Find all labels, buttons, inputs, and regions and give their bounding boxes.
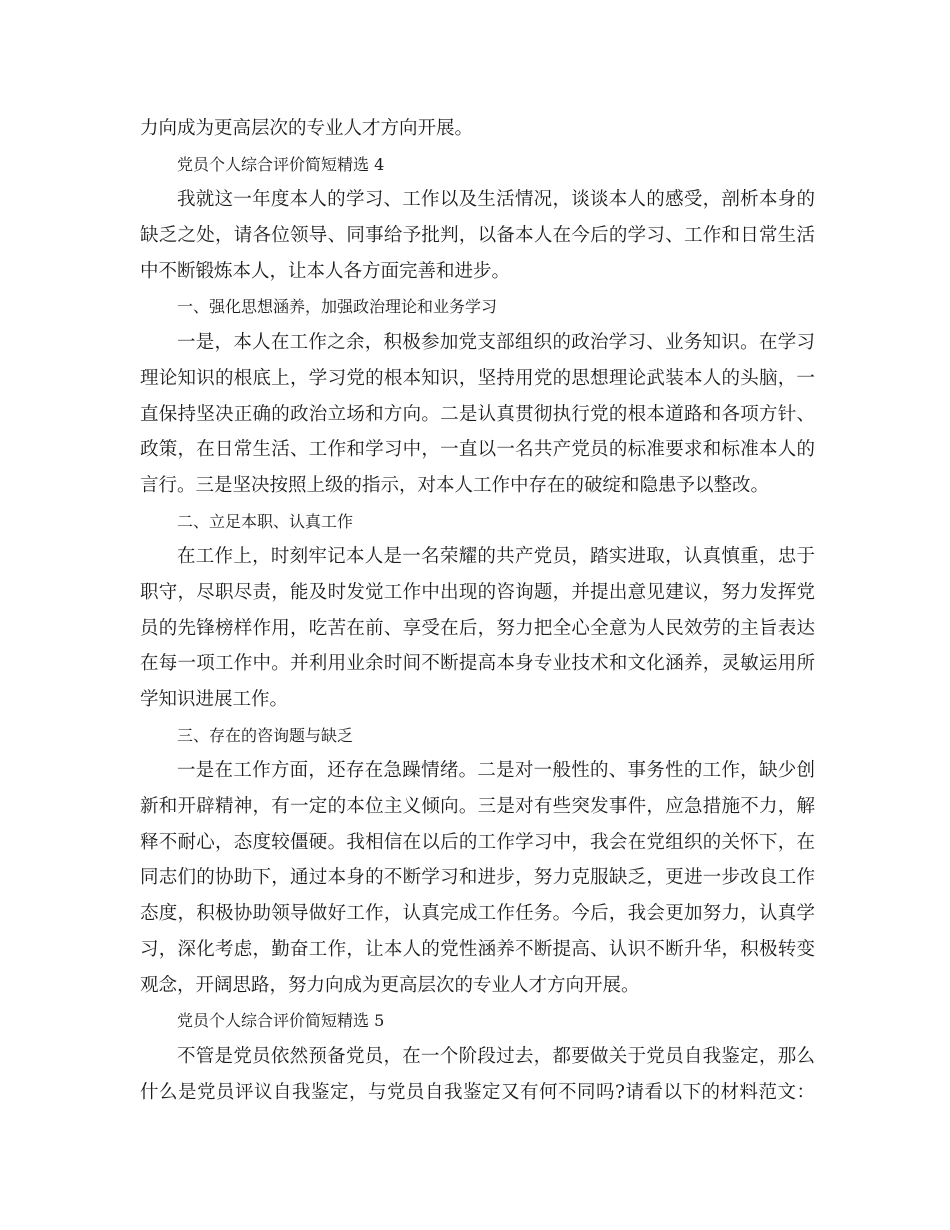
section-heading: 党员个人综合评价简短精选 4 — [177, 154, 385, 174]
document-body — [140, 111, 815, 1110]
text-line: 什么是党员评议自我鉴定，与党员自我鉴定又有何不同吗?请看以下的材料范文： — [140, 1081, 815, 1103]
text-line: 新和开辟精神，有一定的本位主义倾向。三是对有些突发事件，应急措施不力，解 — [140, 796, 815, 818]
text-line: 职守，尽职尽责，能及时发觉工作中出现的咨询题，并提出意见建议，努力发挥党 — [140, 581, 815, 603]
text-line: 直保持坚决正确的政治立场和方向。二是认真贯彻执行党的根本道路和各项方针、 — [140, 403, 815, 425]
text-line: 在工作上，时刻牢记本人是一名荣耀的共产党员，踏实进取，认真慎重，忠于 — [177, 546, 815, 568]
text-line: 缺乏之处，请各位领导、同事给予批判，以备本人在今后的学习、工作和日常生活 — [140, 225, 815, 247]
text-line: 政策，在日常生活、工作和学习中，一直以一名共产党员的标准要求和标准本人的 — [140, 439, 815, 461]
text-line: 在每一项工作中。并利用业余时间不断提高本身专业技术和文化涵养，灵敏运用所 — [140, 653, 815, 675]
section-heading: 三、存在的咨询题与缺乏 — [177, 725, 354, 745]
text-line: 理论知识的根底上，学习党的根本知识，坚持用党的思想理论武装本人的头脑，一 — [140, 367, 815, 389]
section-heading: 二、立足本职、认真工作 — [177, 511, 354, 531]
text-line: 言行。三是坚决按照上级的指示，对本人工作中存在的破绽和隐患予以整改。 — [140, 474, 770, 496]
section-heading: 党员个人综合评价简短精选 5 — [177, 1011, 385, 1031]
text-line: 我就这一年度本人的学习、工作以及生活情况，谈谈本人的感受，剖析本身的 — [177, 189, 815, 211]
section-heading: 一、强化思想涵养，加强政治理论和业务学习 — [177, 297, 498, 317]
text-line: 力向成为更高层次的专业人才方向开展。 — [140, 118, 474, 139]
text-line: 员的先锋榜样作用，吃苦在前、享受在后，努力把全心全意为人民效劳的主旨表达 — [140, 617, 815, 639]
text-line: 观念，开阔思路，努力向成为更高层次的专业人才方向开展。 — [140, 974, 640, 996]
text-line: 中不断锻炼本人，让本人各方面完善和进步。 — [140, 260, 511, 282]
text-line: 习，深化考虑，勤奋工作，让本人的党性涵养不断提高、认识不断升华，积极转变 — [140, 938, 815, 960]
text-line: 释不耐心，态度较僵硬。我相信在以后的工作学习中，我会在党组织的关怀下，在 — [140, 831, 815, 853]
text-line: 不管是党员依然预备党员，在一个阶段过去，都要做关于党员自我鉴定，那么 — [177, 1045, 815, 1067]
text-line: 学知识进展工作。 — [140, 689, 289, 710]
text-line: 一是在工作方面，还存在急躁情绪。二是对一般性的、事务性的工作，缺少创 — [177, 760, 815, 782]
text-line: 一是，本人在工作之余，积极参加党支部组织的政治学习、业务知识。在学习 — [177, 332, 815, 354]
text-line: 态度，积极协助领导做好工作，认真完成工作任务。今后，我会更加努力，认真学 — [140, 903, 815, 925]
text-line: 同志们的协助下，通过本身的不断学习和进步，努力克服缺乏，更进一步改良工作 — [140, 867, 815, 889]
